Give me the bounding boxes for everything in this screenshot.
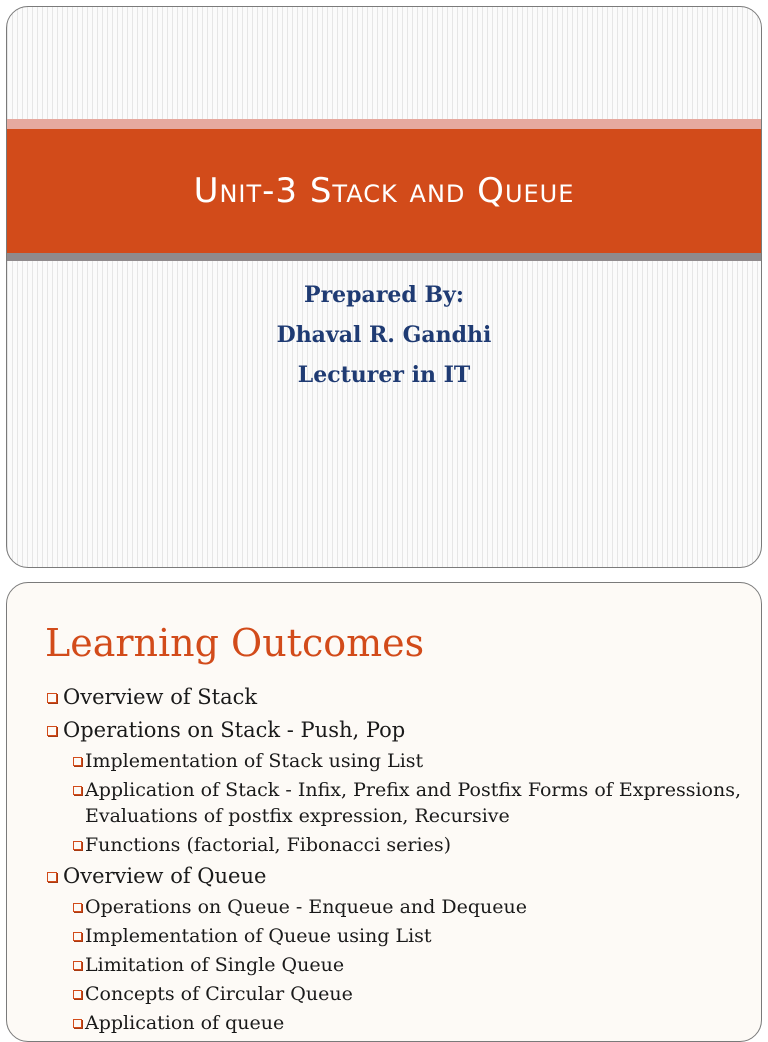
slide-heading: Learning Outcomes: [45, 621, 425, 665]
list-subitem: Limitation of Single Queue: [45, 952, 741, 978]
list-item: Overview of Stack: [45, 682, 741, 712]
author-name: Dhaval R. Gandhi: [276, 322, 492, 348]
list-subitem: Implementation of Queue using List: [45, 923, 741, 949]
list-subitem: Application of Stack - Infix, Prefix and Postfix Forms of Expressions, Evaluations of postfix expression, Recursive: [45, 777, 741, 829]
accent-stripe: [7, 119, 761, 129]
hollow-square-bullet-icon: [73, 841, 82, 850]
hollow-square-bullet-icon: [73, 903, 82, 912]
list-subitem: Functions (factorial, Fibonacci series): [45, 832, 741, 858]
learning-outcomes-slide: [6, 582, 762, 1042]
hollow-square-bullet-icon: [73, 961, 82, 970]
title-slide: [6, 6, 762, 568]
hollow-square-bullet-icon: [47, 872, 57, 882]
author-block: [7, 275, 761, 395]
outcomes-list: [45, 679, 741, 1036]
prepared-by-label: Prepared By:: [304, 282, 464, 308]
divider-stripe: [7, 253, 761, 261]
list-subitem: Implementation of Stack using List: [45, 748, 741, 774]
list-subitem: Concepts of Circular Queue: [45, 981, 741, 1007]
hollow-square-bullet-icon: [73, 757, 82, 766]
author-role: Lecturer in IT: [297, 362, 471, 388]
hollow-square-bullet-icon: [73, 932, 82, 941]
list-subitem: Operations on Queue - Enqueue and Dequeue: [45, 894, 741, 920]
list-item: Operations on Stack - Push, Pop: [45, 715, 741, 745]
list-subitem: Application of queue: [45, 1010, 741, 1036]
hollow-square-bullet-icon: [73, 786, 82, 795]
hollow-square-bullet-icon: [47, 693, 57, 703]
hollow-square-bullet-icon: [73, 990, 82, 999]
title-banner: [7, 129, 761, 253]
slide-title: Unit-3 Stack and Queue: [193, 171, 575, 211]
list-item: Overview of Queue: [45, 861, 741, 891]
hollow-square-bullet-icon: [47, 726, 57, 736]
